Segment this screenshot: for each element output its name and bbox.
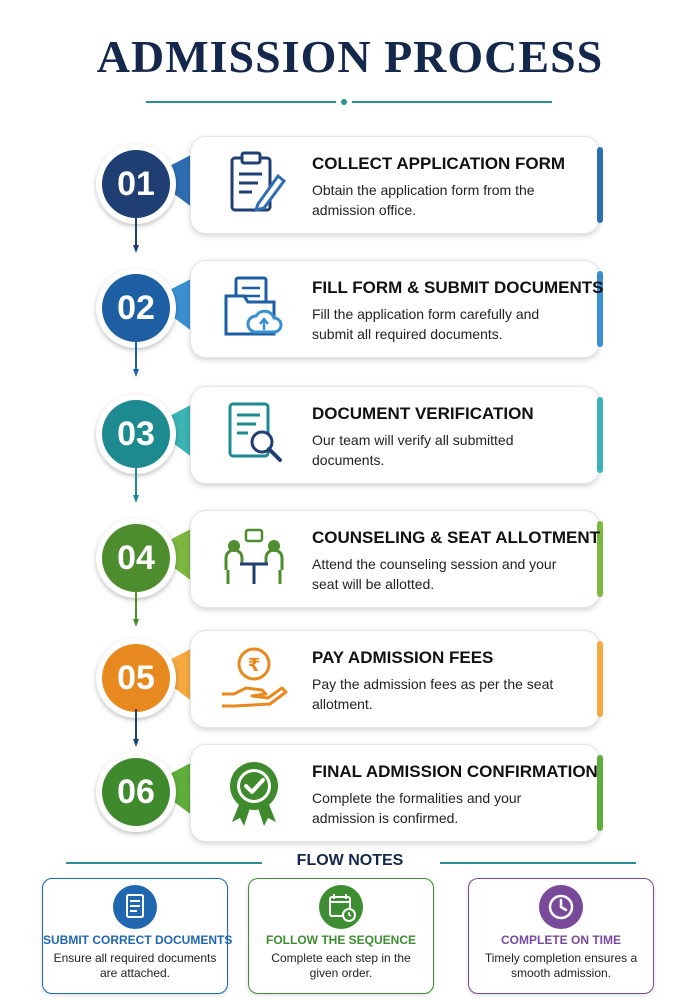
step-05-badge [96, 638, 176, 718]
svg-text:₹: ₹ [247, 655, 261, 676]
note-title: SUBMIT CORRECT DOCUMENTS [43, 933, 233, 947]
step-05 [0, 630, 700, 730]
step-04 [0, 510, 700, 610]
document-icon [113, 885, 157, 929]
note-follow-the-sequence [248, 878, 434, 994]
step-02-description: Fill the application form carefully and submit all required documents. [312, 306, 540, 342]
step-03-description: Our team will verify all submitted documents. [312, 432, 514, 468]
arrow-down-icon [133, 589, 139, 629]
calendar-clock-icon [319, 885, 363, 929]
step-02-title: FILL FORM & SUBMIT DOCUMENTS [312, 278, 604, 297]
step-01-description: Obtain the application form from the admission office. [312, 182, 535, 218]
note-description: Ensure all required documents are attached. [53, 951, 217, 980]
note-description: Complete each step in the given order. [271, 951, 411, 980]
step-03-badge [96, 394, 176, 474]
step-03-title: DOCUMENT VERIFICATION [312, 404, 534, 423]
step-06-description: Complete the formalities and your admission is confirmed. [312, 790, 522, 826]
step-02 [0, 260, 700, 360]
step-05-number: 05 [102, 644, 170, 712]
note-submit-correct-documents [42, 878, 233, 994]
step-01-title: COLLECT APPLICATION FORM [312, 154, 566, 173]
note-title: COMPLETE ON TIME [501, 933, 621, 947]
step-06 [0, 744, 700, 844]
step-01 [0, 136, 700, 236]
flow-notes-divider-right [440, 862, 636, 864]
step-03-number: 03 [102, 400, 170, 468]
step-02-badge [96, 268, 176, 348]
flow-notes-title: FLOW NOTES [296, 852, 404, 869]
step-04-number: 04 [102, 524, 170, 592]
step-02-number: 02 [102, 274, 170, 342]
counseling-icon [218, 524, 290, 592]
arrow-down-icon [133, 709, 139, 749]
step-01-badge [96, 144, 176, 224]
clock-icon [539, 885, 583, 929]
title-divider-right [352, 101, 552, 103]
step-01-number: 01 [102, 150, 170, 218]
step-06-title: FINAL ADMISSION CONFIRMATION [312, 762, 598, 781]
certificate-badge-icon [218, 758, 290, 826]
page-title: ADMISSION PROCESS [96, 31, 604, 82]
arrow-down-icon [133, 215, 139, 255]
clipboard-pen-icon [218, 150, 290, 218]
folder-upload-icon [218, 274, 290, 342]
step-04-title: COUNSELING & SEAT ALLOTMENT [312, 528, 601, 547]
document-search-icon [218, 400, 290, 468]
step-04-description: Attend the counseling session and your seat will be allotted. [312, 556, 557, 592]
step-05-description: Pay the admission fees as per the seat allotment. [312, 676, 554, 712]
step-06-badge [96, 752, 176, 832]
step-03 [0, 386, 700, 486]
note-title: FOLLOW THE SEQUENCE [266, 933, 416, 947]
rupee-hand-icon [218, 644, 290, 712]
arrow-down-icon [133, 465, 139, 505]
step-04-badge [96, 518, 176, 598]
step-05-title: PAY ADMISSION FEES [312, 648, 494, 667]
title-divider-left [146, 101, 336, 103]
arrow-down-icon [133, 339, 139, 379]
note-description: Timely completion ensures a smooth admission. [484, 951, 638, 980]
step-06-number: 06 [102, 758, 170, 826]
note-complete-on-time [468, 878, 654, 994]
title-divider-dot [341, 99, 347, 105]
